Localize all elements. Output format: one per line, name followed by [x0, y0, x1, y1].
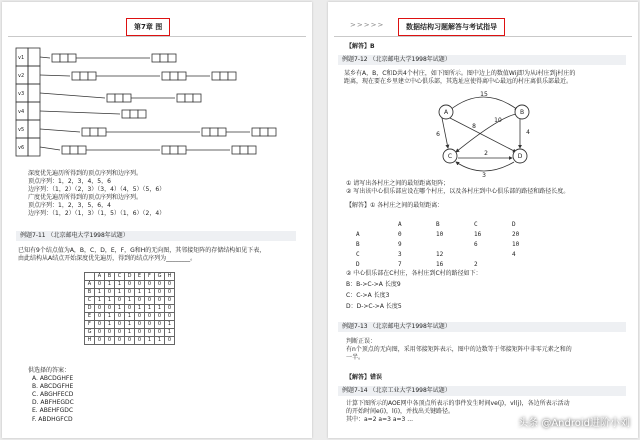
edge-node-cell [90, 128, 98, 136]
edge-node-cell [177, 94, 185, 102]
answer-2-block [346, 270, 482, 314]
example-7-13-text [346, 338, 572, 362]
matrix-row [85, 305, 175, 313]
matrix-header-cell: C [115, 273, 125, 281]
matrix-cell: 0 [135, 337, 145, 345]
matrix-cell: 0 [115, 337, 125, 345]
distance-cell: B [436, 221, 440, 228]
path-item: C：C->A 长度3 [346, 292, 390, 300]
matrix-row [85, 329, 175, 337]
answer-b: 【解答】B [346, 43, 375, 50]
edge-node-cell [80, 72, 88, 80]
matrix-cell: 0 [135, 313, 145, 321]
task-2: ② 写出该中心俱乐部应设在哪个村庄，以及各村庄到中心俱乐部的路径和路径长度。 [346, 188, 570, 196]
header-rule [334, 36, 632, 37]
matrix-header-cell: G [155, 273, 165, 281]
matrix-cell: 0 [105, 305, 115, 313]
edge-node-cell [268, 128, 276, 136]
vertex-label: v5 [18, 127, 25, 133]
vertex-pointer-cell [28, 138, 40, 156]
example-7-12-title: 例题7-12 （北京邮电大学1998年试题） [338, 55, 626, 65]
edge-node-cell [170, 72, 178, 80]
edge-pointer [40, 93, 105, 98]
distance-cell: 12 [436, 251, 444, 258]
matrix-cell: 0 [155, 297, 165, 305]
matrix-cell: A [85, 281, 95, 289]
vertex-label: v3 [18, 91, 25, 97]
matrix-cell: D [85, 305, 95, 313]
right-page [328, 2, 638, 438]
edge-pointer [40, 129, 80, 132]
matrix-header-cell: E [135, 273, 145, 281]
matrix-cell: 0 [125, 337, 135, 345]
matrix-row [85, 281, 175, 289]
ex13-question: 判断正误： [346, 338, 377, 345]
matrix-cell: 0 [165, 281, 175, 289]
matrix-cell: 1 [125, 329, 135, 337]
edge-a-b [450, 97, 518, 110]
edge-node-cell [70, 146, 78, 154]
example-7-12-text [344, 70, 575, 86]
matrix-cell: 0 [95, 313, 105, 321]
matrix-cell: 1 [135, 289, 145, 297]
matrix-cell: 0 [115, 329, 125, 337]
distance-cell: 0 [398, 231, 402, 238]
matrix-cell: 1 [155, 305, 165, 313]
edge-node-cell [60, 54, 68, 62]
vertex-pointer-cell [28, 120, 40, 138]
matrix-cell: 0 [105, 329, 115, 337]
node-b-label: B [519, 109, 525, 116]
matrix-cell: 0 [165, 297, 175, 305]
matrix-cell: G [85, 329, 95, 337]
answer-2: ② 中心俱乐部在C村庄，各村庄到C村的路径如下： [346, 270, 482, 277]
ex13-line-2: 一半。 [346, 354, 365, 362]
edge-node-cell [107, 94, 115, 102]
bfs-line: 广度优先遍历所得到的顶点序列和边序列。 [28, 194, 143, 202]
edge-node-cell [232, 146, 240, 154]
watermark: 头条 @Android进阶小刘 [518, 417, 630, 429]
matrix-cell: C [85, 297, 95, 305]
edge-node-cell [252, 128, 260, 136]
ex14-line-2: 的开始时间e(i)，l(i)，并找出关键路径。 [346, 408, 455, 416]
matrix-cell: 0 [145, 321, 155, 329]
matrix-header-cell: D [125, 273, 135, 281]
matrix-cell: H [85, 337, 95, 345]
choice-item: D. ABFHEGDC [32, 399, 74, 407]
matrix-cell: 0 [95, 281, 105, 289]
task-1: ① 请写出各村庄之间的最短距离矩阵； [346, 180, 450, 187]
matrix-cell: 1 [105, 297, 115, 305]
choices [28, 367, 74, 424]
matrix-cell: 0 [145, 329, 155, 337]
matrix-cell: 0 [165, 305, 175, 313]
ex12-line-1: 某乡有A，B，C和D共4个村庄，如下图所示。图中边上的数值Wij即为从i村庄到j村庄的 [344, 70, 576, 77]
edge-node-cell [162, 72, 170, 80]
matrix-header-cell [85, 273, 95, 281]
edge-pointer [40, 57, 50, 58]
edge-node-cell [122, 110, 130, 118]
weight-label: 3 [482, 172, 486, 179]
matrix-row [85, 289, 175, 297]
matrix-cell: 0 [165, 313, 175, 321]
matrix-row [85, 337, 175, 345]
matrix-cell: 0 [125, 281, 135, 289]
edge-node-cell [193, 94, 201, 102]
node-a-label: A [443, 109, 449, 116]
matrix-cell: 0 [95, 305, 105, 313]
matrix-cell: 0 [105, 337, 115, 345]
left-page [2, 2, 312, 438]
matrix-cell: 0 [115, 321, 125, 329]
matrix-cell: 1 [155, 337, 165, 345]
matrix-cell: 0 [135, 329, 145, 337]
distance-cell: 2 [474, 261, 478, 268]
matrix-cell: 1 [135, 305, 145, 313]
choice-item: F. ABDHGFCD [32, 415, 73, 423]
matrix-cell: 0 [115, 313, 125, 321]
matrix-header-cell: A [95, 273, 105, 281]
edge-node-cell [202, 128, 210, 136]
matrix-cell: 1 [125, 313, 135, 321]
matrix-cell: 0 [125, 289, 135, 297]
vertex-pointer-cell [28, 84, 40, 102]
edge-a-d [450, 118, 516, 152]
choice-item: E. ABEHFGDC [32, 407, 74, 415]
tasks [346, 180, 569, 210]
matrix-row [85, 297, 175, 305]
matrix-cell: 0 [135, 321, 145, 329]
choice-item: C. ABGHFECD [32, 391, 74, 399]
choices-label: 供选择的答案： [28, 367, 71, 374]
edge-node-cell [72, 72, 80, 80]
matrix-row [85, 321, 175, 329]
distance-cell: C [356, 251, 360, 258]
edge-node-cell [52, 54, 60, 62]
edge-node-cell [82, 128, 90, 136]
edge-node-cell [88, 72, 96, 80]
matrix-cell: 0 [155, 313, 165, 321]
matrix-cell: 1 [95, 289, 105, 297]
edge-node-cell [123, 94, 131, 102]
edge-node-cell [68, 54, 76, 62]
matrix-header-cell: H [165, 273, 175, 281]
header-rule [8, 36, 306, 37]
matrix-cell: 0 [95, 337, 105, 345]
header-arrows: >>>>> [350, 21, 385, 29]
edge-node-cell [228, 72, 236, 80]
matrix-cell: 1 [125, 321, 135, 329]
distance-cell: 7 [398, 261, 402, 268]
edge-a-c [442, 118, 448, 148]
matrix-cell: 0 [145, 281, 155, 289]
choice-item: B. ABCDGFHE [32, 383, 74, 391]
choice-item: A. ABCDGHFE [32, 375, 74, 383]
edge-b-c [456, 114, 516, 152]
matrix-cell: 1 [165, 329, 175, 337]
matrix-cell: 0 [135, 297, 145, 305]
example-7-13-title: 例题7-13 （北京邮电大学1998年试题） [338, 322, 626, 332]
edge-pointer [40, 147, 60, 150]
matrix-cell: B [85, 289, 95, 297]
edge-node-cell [260, 128, 268, 136]
matrix-cell: 1 [105, 321, 115, 329]
distance-cell: 4 [512, 251, 516, 258]
node-d-label: D [517, 153, 523, 160]
distance-cell: 20 [512, 231, 520, 238]
vertex-pointer-cell [28, 102, 40, 120]
vertex-pointer-cell [28, 48, 40, 66]
matrix-header-cell: B [105, 273, 115, 281]
matrix-cell: 1 [145, 289, 155, 297]
example-7-14-title: 例题7-14 （北京工业大学1998年试题） [338, 386, 626, 396]
question-line-1: 已知有9个结点值为A，B，C，D，E，F，G和H的无向图，其邻接矩阵的存储结构如见下表， [18, 247, 266, 254]
vertex-label: v2 [18, 73, 25, 79]
edge-node-cell [248, 146, 256, 154]
distance-cell: 6 [474, 241, 478, 248]
distance-cell: 10 [436, 231, 444, 238]
matrix-cell: 0 [155, 289, 165, 297]
matrix-cell: 0 [95, 329, 105, 337]
book-title: 数据结构习题解答与考试指导 [398, 18, 505, 36]
matrix-cell: 0 [145, 313, 155, 321]
matrix-cell: 1 [115, 289, 125, 297]
answer-7-13: 【解答】错误 [346, 374, 383, 381]
edge-node-cell [138, 110, 146, 118]
question-7-11 [18, 247, 265, 263]
edge-node-cell [240, 146, 248, 154]
edge-node-cell [168, 54, 176, 62]
bfs-edge: 边序列：（1，2）（1，3）（1，5）（1，6）（2，4） [28, 210, 166, 218]
matrix-cell: 1 [115, 281, 125, 289]
distance-cell: A [398, 221, 402, 228]
matrix-cell: 1 [105, 281, 115, 289]
edge-pointer [40, 75, 70, 76]
dfs-line: 深度优先遍历所得到的顶点序列和边序列。 [28, 170, 143, 177]
edge-d-c [456, 162, 514, 171]
vertex-label: v6 [18, 145, 25, 151]
edge-node-cell [212, 72, 220, 80]
edge-node-cell [178, 72, 186, 80]
matrix-cell: 0 [95, 321, 105, 329]
traversal-text [28, 170, 165, 219]
ex14-line-1: 计算下图所示的AOE网中各顶点所表示的事件发生时间ve(j)，vl(j)，各边所表示活动 [346, 400, 570, 407]
edge-node-cell [130, 110, 138, 118]
matrix-cell: 0 [165, 289, 175, 297]
dfs-vertex: 顶点序列：1，2，3，4，5，6 [28, 178, 111, 186]
path-item: B：B->C->A 长度9 [346, 281, 401, 289]
matrix-cell: 0 [145, 297, 155, 305]
matrix-cell: 0 [135, 281, 145, 289]
adjacency-matrix-table [84, 272, 175, 345]
distance-cell: 3 [398, 251, 402, 258]
village-graph [428, 88, 538, 179]
matrix-cell: 0 [155, 281, 165, 289]
matrix-cell: 0 [165, 337, 175, 345]
edge-node-cell [170, 146, 178, 154]
weight-label: 10 [494, 117, 502, 124]
distance-cell: 16 [436, 261, 444, 268]
matrix-cell: 1 [145, 305, 155, 313]
matrix-cell: 0 [115, 297, 125, 305]
weight-label: 8 [472, 123, 476, 130]
ex14-line-3: 其中：a=2 a=3 a=3 ... [346, 416, 414, 424]
distance-cell: 16 [474, 231, 482, 238]
matrix-cell: E [85, 313, 95, 321]
edge-node-cell [98, 128, 106, 136]
edge-node-cell [185, 94, 193, 102]
node-c-label: C [447, 153, 453, 160]
example-7-11-title: 例题7-11 （北京邮电大学1998年试题） [16, 231, 296, 241]
distance-cell: 10 [512, 241, 520, 248]
edge-node-cell [62, 146, 70, 154]
vertex-label: v1 [18, 55, 25, 61]
adjacency-list-diagram [12, 44, 302, 164]
edge-node-cell [78, 146, 86, 154]
edge-node-cell [115, 94, 123, 102]
matrix-cell: 0 [155, 329, 165, 337]
distance-cell: D [356, 261, 360, 268]
weight-label: 2 [484, 150, 488, 157]
matrix-cell: 1 [125, 297, 135, 305]
chapter-title: 第7章 图 [126, 18, 170, 36]
edge-node-cell [218, 128, 226, 136]
matrix-cell: 1 [145, 337, 155, 345]
matrix-cell: 1 [105, 313, 115, 321]
distance-cell: 9 [398, 241, 402, 248]
matrix-cell: 1 [165, 321, 175, 329]
distance-cell: B [356, 241, 360, 248]
edge-pointer [40, 111, 120, 114]
edge-node-cell [162, 146, 170, 154]
matrix-cell: F [85, 321, 95, 329]
distance-cell: C [474, 221, 478, 228]
edge-node-cell [160, 54, 168, 62]
distance-cell: D [512, 221, 516, 228]
weight-label: 15 [480, 91, 488, 98]
matrix-header-cell: F [145, 273, 155, 281]
path-item: D：D->C->A 长度5 [346, 303, 402, 311]
dfs-edge: 边序列：（1，2）（2，3）（3，4）（4，5）（5，6） [28, 186, 166, 194]
answer-1: 【解答】① 各村庄之间的最短距离： [346, 202, 444, 210]
edge-node-cell [178, 146, 186, 154]
distance-cell: A [356, 231, 360, 238]
ex12-line-2: 距离，现在要在乡里建立中心俱乐部，其选址应使得离中心最远的村庄离俱乐部最近。 [344, 78, 573, 86]
weight-label: 6 [436, 131, 440, 138]
matrix-cell: 1 [95, 297, 105, 305]
weight-label: 4 [526, 129, 530, 136]
edge-node-cell [210, 128, 218, 136]
question-line-2: 由此结构从A结点开始深度优先遍历，得到的结点序列为________。 [18, 255, 197, 263]
matrix-cell: 0 [125, 305, 135, 313]
edge-node-cell [152, 54, 160, 62]
matrix-row [85, 313, 175, 321]
edge-node-cell [220, 72, 228, 80]
ex13-line-1: 有n个顶点的无向图，采用邻接矩阵表示，图中的边数等于邻接矩阵中非零元素之和的 [346, 346, 572, 354]
matrix-cell: 0 [105, 289, 115, 297]
bfs-vertex: 顶点序列：1，2，3，5，6，4 [28, 202, 111, 210]
vertex-pointer-cell [28, 66, 40, 84]
vertex-label: v4 [18, 109, 25, 115]
matrix-cell: 0 [155, 321, 165, 329]
matrix-cell: 1 [115, 305, 125, 313]
